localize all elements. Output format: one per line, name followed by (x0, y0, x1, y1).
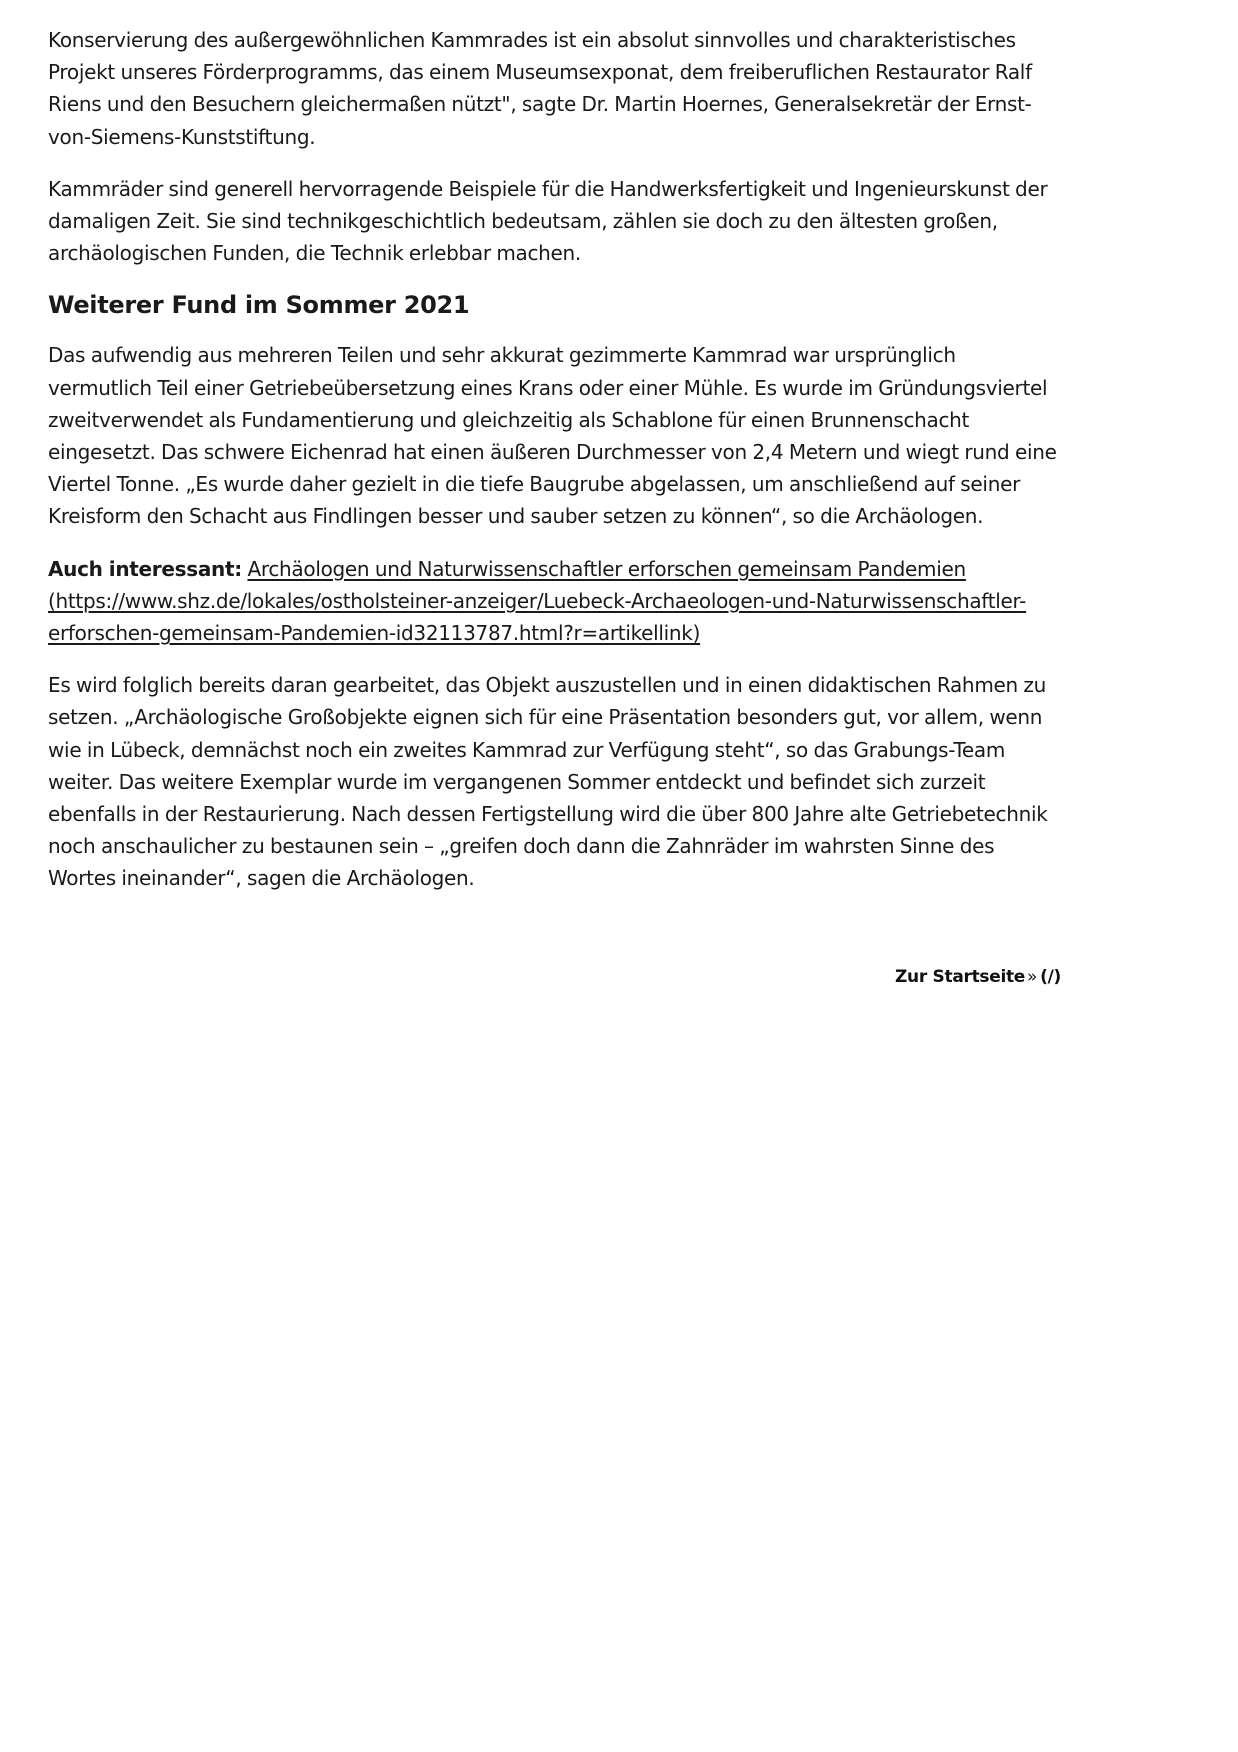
article-paragraph: Es wird folglich bereits daran gearbeitet, das Objekt auszustellen und in einen didaktischen Rahmen zu setzen. „Archäologische Großobjekte eignen sich für eine Präsentation besonders gut, vor allem, wenn wie in Lübeck, demnächst noch ein zweites Kammrad zur Verfügung steht“, so das Grabungs-Team weiter. Das weitere Exemplar wurde im vergangenen Sommer entdeckt und befindet sich zurzeit ebenfalls in der Restaurierung. Nach dessen Fertigstellung wird die über 800 Jahre alte Getriebetechnik noch anschaulicher zu bestaunen sein – „greifen doch dann die Zahnräder im wahrsten Sinne des Wortes ineinander“, sagen die Archäologen. (48, 673, 1048, 891)
article-body (48, 24, 1062, 915)
article-paragraph: Kammräder sind generell hervorragende Beispiele für die Handwerksfertigkeit und Ingenieurskunst der damaligen Zeit. Sie sind technikgeschichtlich bedeutsam, zählen sie doch zu den ältesten großen, archäologischen Funden, die Technik erlebbar machen. (48, 176, 1048, 266)
home-link-url: (/) (1040, 967, 1061, 987)
related-article-link[interactable]: Archäologen und Naturwissenschaftler erforschen gemeinsam Pandemien (https://www.shz.de/lokales/ostholsteiner-anzeiger/Luebeck-Archaeologen-und-Naturwissenschaftler-erforschen-gemeinsam-Pandemien-id32113787.html?r=artikellink) (48, 556, 1027, 646)
home-link-label: Zur Startseite (895, 967, 1026, 987)
article-paragraph: Das aufwendig aus mehreren Teilen und sehr akkurat gezimmerte Kammrad war ursprünglich vermutlich Teil einer Getriebeübersetzung eines Krans oder einer Mühle. Es wurde im Gründungsviertel zweitverwendet als Fundamentierung und gleichzeitig als Schablone für einen Brunnenschacht eingesetzt. Das schwere Eichenrad hat einen äußeren Durchmesser von 2,4 Metern und wiegt rund eine Viertel Tonne. „Es wurde daher gezielt in die tiefe Baugrube abgelassen, um anschließend auf seiner Kreisform den Schacht aus Findlingen besser und sauber setzen zu können“, so die Archäologen. (48, 343, 1057, 529)
home-link[interactable] (895, 967, 1061, 987)
chevron-right-icon: » (1027, 967, 1038, 987)
article-paragraph: Konservierung des außergewöhnlichen Kammrades ist ein absolut sinnvolles und charakteristisches Projekt unseres Förderprogramms, das einem Museumsexponat, dem freiberuflichen Restaurator Ralf Riens und den Besuchern gleichermaßen nützt", sagte Dr. Martin Hoernes, Generalsekretär der Ernst-von-Siemens-Kunststiftung. (48, 28, 1032, 149)
related-label: Auch interessant: (48, 556, 242, 581)
related-article-teaser (48, 553, 1062, 650)
section-heading: Weiterer Fund im Sommer 2021 (48, 291, 470, 320)
